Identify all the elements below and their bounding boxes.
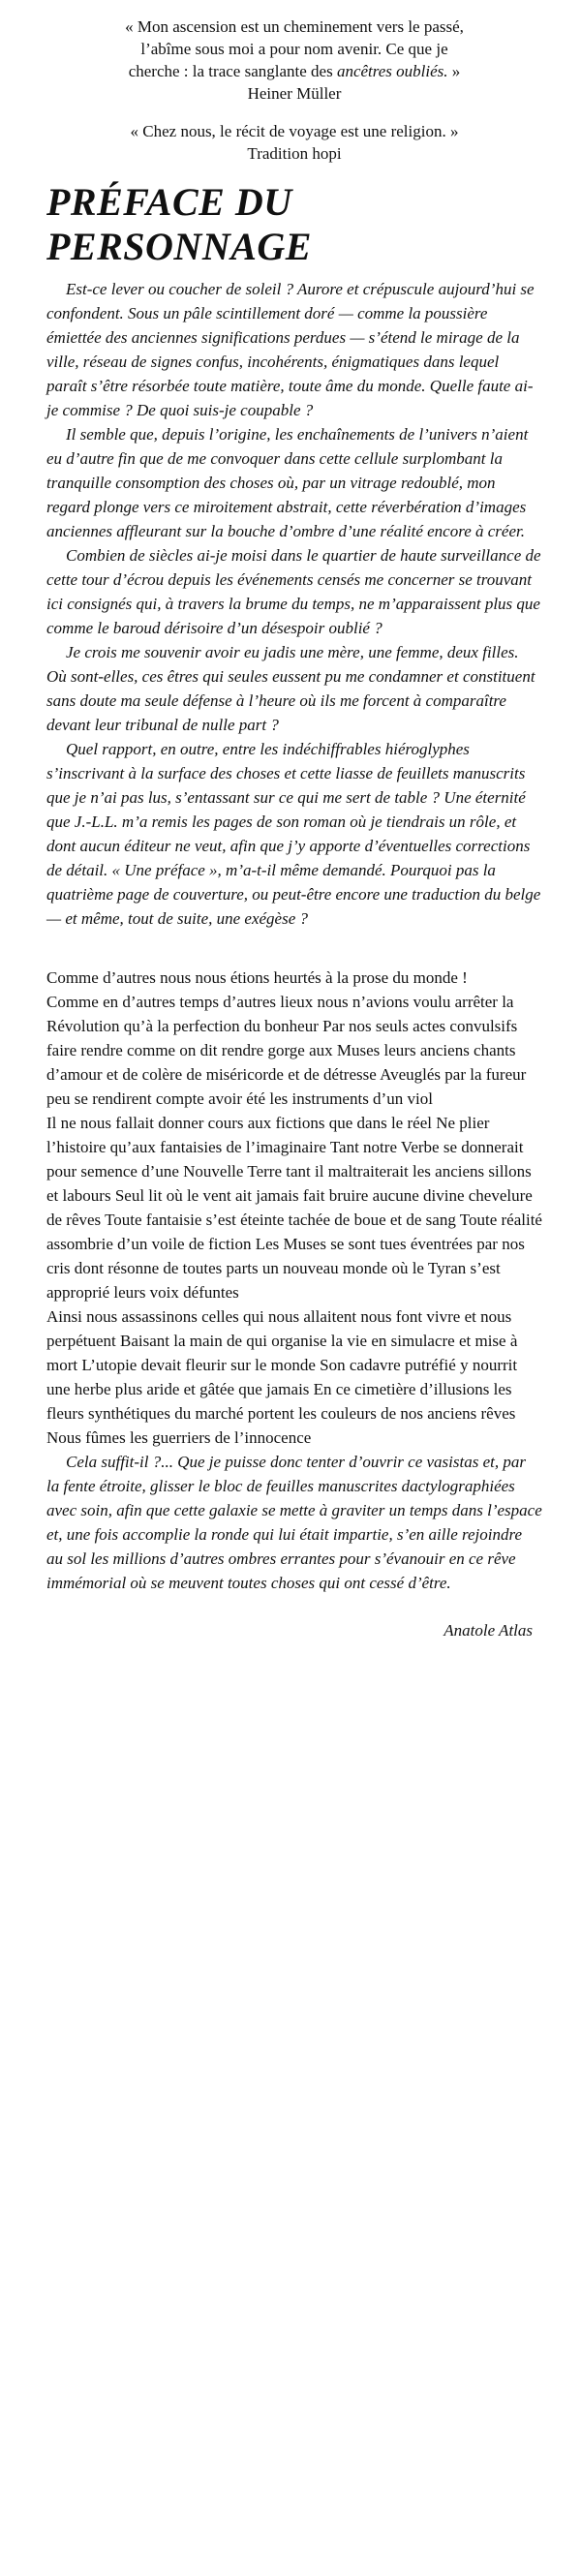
epigraph-italic-phrase: ancêtres oubliés. bbox=[336, 62, 448, 80]
epigraph-line: l’abîme sous moi a pour nom avenir. Ce que je bbox=[140, 40, 448, 58]
prose-paragraph: Comme d’autres nous nous étions heurtés à la prose du monde ! bbox=[46, 968, 468, 987]
preface-paragraph: Combien de siècles ai-je moisi dans le quartier de haute surveillance de cette tour d’écrou depuis les événements censés me concerner se trouvant ici consignés qui, à travers la brume du temps, ne m’apparaissent plus que comme le baroud dérisoire d’un désespoir oublié ? bbox=[46, 546, 541, 637]
italic-preface-block bbox=[46, 277, 542, 931]
epigraph-line bbox=[46, 60, 542, 82]
epigraph-author: Tradition hopi bbox=[247, 144, 342, 163]
epigraph-line-text: cherche : la trace sanglante des bbox=[128, 62, 337, 80]
preface-paragraph: Je crois me souvenir avoir eu jadis une mère, une femme, deux filles. Où sont-elles, ces êtres qui seules eussent pu me condamner et constituent sans doute ma seule défense à l’heure où ils me forcent à comparaître devant leur tribunal de nulle part ? bbox=[46, 643, 535, 734]
epigraph-muller bbox=[46, 15, 542, 105]
prose-paragraph: Il ne nous fallait donner cours aux fictions que dans le réel Ne plier l’histoire qu’aux fantaisies de l’imaginaire Tant notre Verbe se donnerait pour semence d’une Nouvelle Terre tant il maltraiterait les anciens sillons et labours Seul lit où le vent ait jamais fait bruire aucune divine chevelure de rêves Toute fantaisie s’est éteinte tachée de boue et de sang Toute réalité assombrie d’un voile de fiction Les Muses se sont tues éventrées par nos cris dont résonne de toutes parts un nouveau monde où le Tyran s’est approprié leurs voix défuntes bbox=[46, 1114, 542, 1302]
prose-block bbox=[46, 966, 542, 1595]
epigraph-closing-quote: » bbox=[447, 62, 461, 80]
epigraph-author: Heiner Müller bbox=[247, 84, 342, 103]
prose-paragraph: Ainsi nous assassinons celles qui nous allaitent nous font vivre et nous perpétuent Baisant la main de qui organise la vie en simulacre et mise à mort L’utopie devait fleurir sur le monde Son cadavre putréfié y nourrit une herbe plus aride et gâtée que jamais En ce cimetière d’illusions les fleurs synthétiques du marché portent les couleurs de nos anciens rêves Nous fûmes les guerriers de l’innocence bbox=[46, 1307, 518, 1447]
epigraph-hopi bbox=[46, 120, 542, 165]
epigraph-line: « Chez nous, le récit de voyage est une religion. » bbox=[130, 122, 459, 140]
page-title: PRÉFACE DU PERSONNAGE bbox=[46, 180, 312, 268]
preface-paragraph: Il semble que, depuis l’origine, les enchaînements de l’univers n’aient eu d’autre fin que de me convoquer dans cette cellule surplombant la tranquille consomption des choses où, par un vitrage redoublé, mon regard plonge vers ce miroitement abstrait, cette réverbération d’images anciennes affleurant sur la bouche d’ombre d’une réalité encore à créer. bbox=[46, 425, 529, 540]
preface-paragraph: Est-ce lever ou coucher de soleil ? Aurore et crépuscule aujourd’hui se confondent. Sous un pâle scintillement doré — comme la poussière émiettée des anciennes significations perdues — s’étend le mirage de la ville, réseau de signes confus, incohérents, énigmatiques dans lequel paraît s’être résorbée toute matière, toute âme du monde. Quelle faute ai-je commise ? De quoi suis-je coupable ? bbox=[46, 280, 535, 419]
prose-paragraph: Comme en d’autres temps d’autres lieux nous n’avions voulu arrêter la Révolution qu’à la perfection du bonheur Par nos seuls actes convulsifs faire rendre comme on dit rendre gorge aux Muses leurs anciens chants d’amour et de colère de miséricorde et de détresse Aveuglés par la fureur peu se rendirent compte avoir été les instruments d’un viol bbox=[46, 993, 527, 1108]
epigraph-line: « Mon ascension est un cheminement vers le passé, bbox=[125, 17, 464, 36]
signature: Anatole Atlas bbox=[443, 1621, 533, 1640]
closing-italic-paragraph: Cela suffit-il ?... Que je puisse donc tenter d’ouvrir ce vasistas et, par la fente étroite, glisser le bloc de feuilles manuscrites dactylographiées avec soin, afin que cette galaxie se mette à graviter un temps dans l’espace et, une fois accomplie la ronde qui lui était impartie, s’en aille rejoindre au sol les millions d’autres ombres errantes pour s’évanouir en ce rêve immémorial où se meuvent toutes choses qui ont cessé d’être. bbox=[46, 1453, 542, 1592]
preface-paragraph: Quel rapport, en outre, entre les indéchiffrables hiéroglyphes s’inscrivant à la surface des choses et cette liasse de feuillets manuscrits que je n’ai pas lus, s’entassant sur ce qui me sert de table ? Une éternité que J.-L.L. m’a remis les pages de son roman où je tiendrais un rôle, et dont aucun éditeur ne veut, afin que j’y apporte d’éventuelles corrections de détail. « Une préface », m’a-t-il même demandé. Pourquoi pas la quatrième page de couverture, ou peut-être encore une traduction du belge — et même, tout de suite, une exégèse ? bbox=[46, 740, 541, 928]
